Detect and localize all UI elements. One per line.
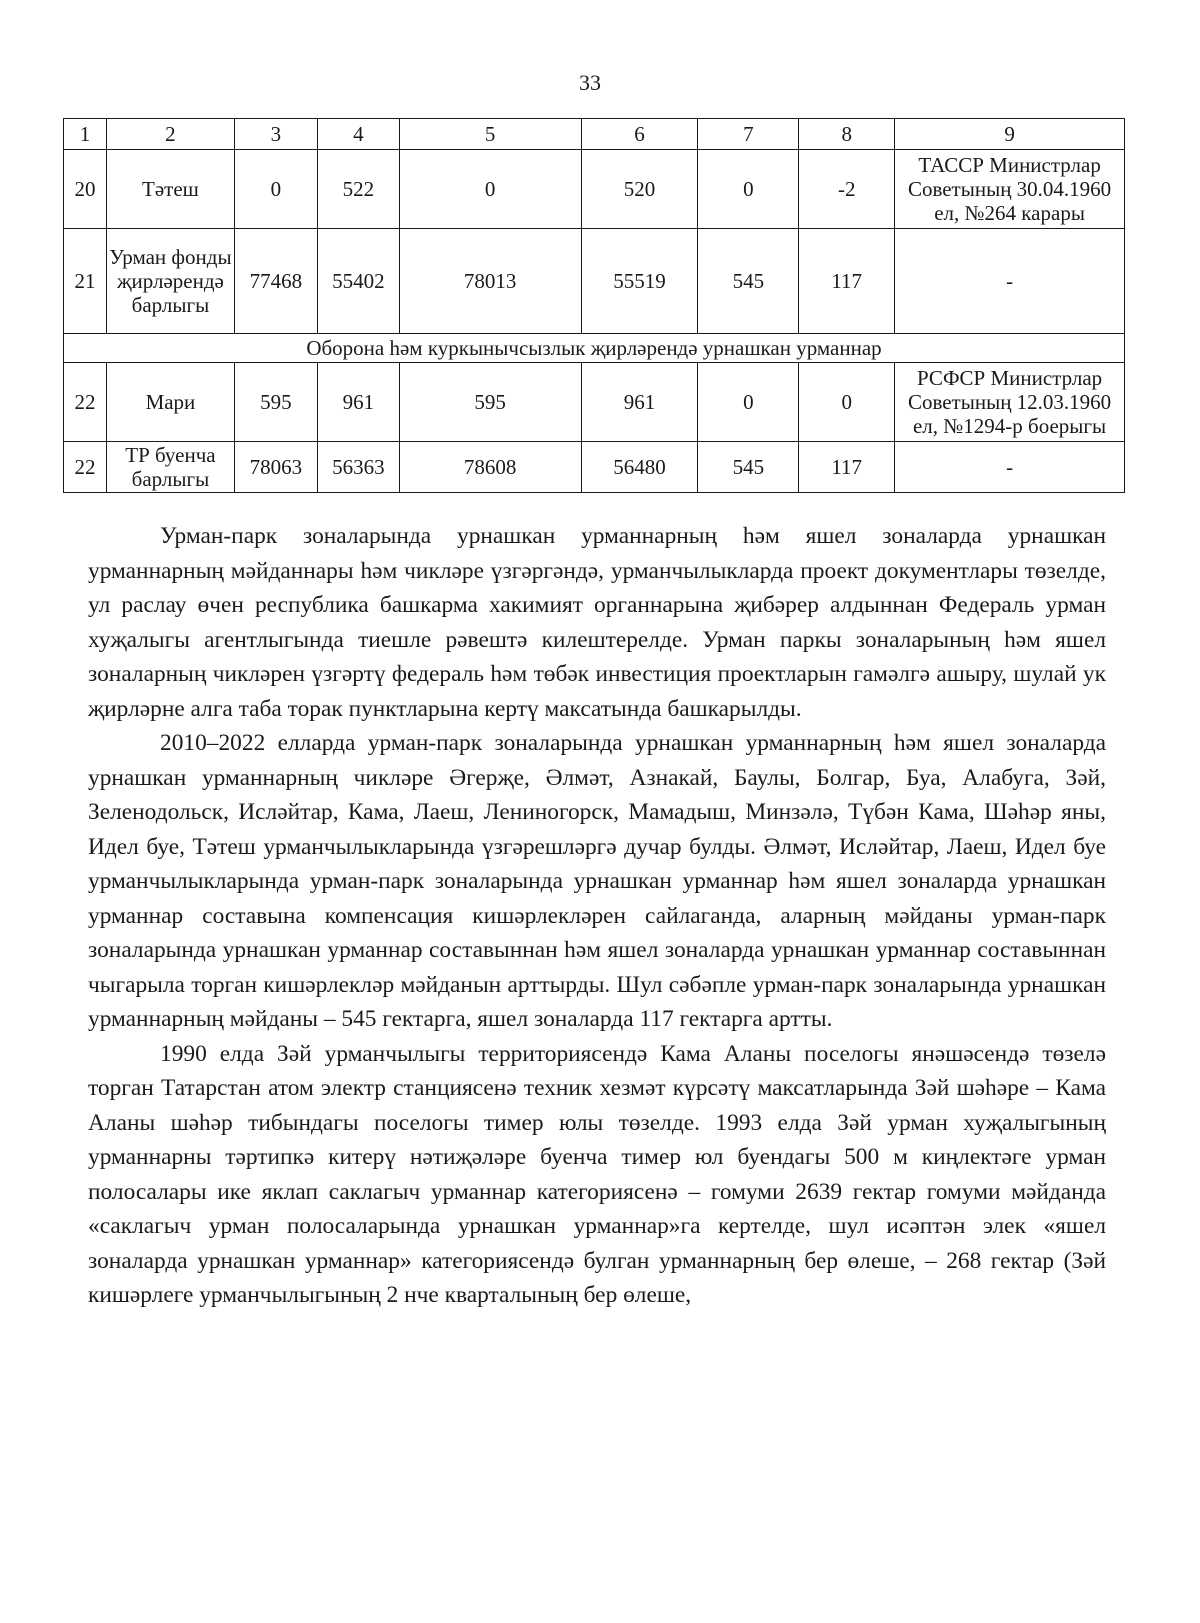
- table-row: [64, 442, 1125, 493]
- table-cell: 0: [698, 363, 799, 442]
- table-cell: 55402: [317, 229, 399, 334]
- legal-basis: РСФСР Министрлар Советының 12.03.1960 ел, №1294-р боерыгы: [895, 363, 1125, 442]
- page-number: 33: [579, 70, 601, 95]
- table-cell: 522: [317, 150, 399, 229]
- header-cell: 6: [581, 119, 698, 150]
- table-cell: 117: [799, 229, 895, 334]
- header-cell: 3: [234, 119, 317, 150]
- header-cell: 1: [64, 119, 107, 150]
- forestry-name: Урман фонды җирләрендә барлыгы: [106, 229, 234, 334]
- table-cell: 56363: [317, 442, 399, 493]
- table-cell: -2: [799, 150, 895, 229]
- table-cell: 961: [581, 363, 698, 442]
- legal-basis: -: [895, 229, 1125, 334]
- table-cell: 0: [799, 363, 895, 442]
- row-number: 20: [64, 150, 107, 229]
- table-cell: 595: [234, 363, 317, 442]
- table-cell: 545: [698, 229, 799, 334]
- paragraph: Урман-парк зоналарында урнашкан урманнарның һәм яшел зоналарда урнашкан урманнарның мәйданнары һәм чикләре үзгәргәндә, урманчылыкларда проект документлары төзелде, ул раслау өчен республика башкарма хакимият органнарына җибәрер алдыннан Федераль урман хуҗалыгы агентлыгында тиешле рәвештә килештерелде. Урман паркы зоналарының һәм яшел зоналарның чикләрен үзгәртү федераль һәм төбәк инвестиция проектларын гамәлгә ашыру, шулай ук җирләрне алга таба торак пунктларына кертү максатында башкарылды.: [88, 523, 1106, 722]
- header-cell: 8: [799, 119, 895, 150]
- legal-basis: ТАССР Министрлар Советының 30.04.1960 ел, №264 карары: [895, 150, 1125, 229]
- table-row: [64, 150, 1125, 229]
- table-cell: 0: [698, 150, 799, 229]
- forestry-name: Тәтеш: [106, 150, 234, 229]
- table-cell: 78063: [234, 442, 317, 493]
- table-cell: 56480: [581, 442, 698, 493]
- table-cell: 0: [234, 150, 317, 229]
- table-header-row: [64, 119, 1125, 150]
- paragraph: 2010–2022 елларда урман-парк зоналарында урнашкан урманнарның һәм яшел зоналарда урнашкан урманнарның чикләре Әгерҗе, Әлмәт, Азнакай, Баулы, Болгар, Буа, Алабуга, Зәй, Зеленодольск, Исләйтар, Кама, Лаеш, Лениногорск, Мамадыш, Минзәлә, Түбән Кама, Шәһәр яны, Идел буе, Тәтеш урманчылыкларында үзгәрешләргә дучар булды. Әлмәт, Исләйтар, Лаеш, Идел буе урманчылыкларында урман-парк зоналарында урнашкан урманнар һәм яшел зоналарда урнашкан урманнар составына компенсация кишәрлекләрен сайлаганда, аларның мәйданы урман-парк зоналарында урнашкан урманнар составыннан һәм яшел зоналарда урнашкан урманнар составыннан чыгарыла торган кишәрлекләр мәйданын арттырды. Шул сәбәпле урман-парк зоналарында урнашкан урманнарның мәйданы – 545 гектарга, яшел зоналарда 117 гектарга артты.: [88, 730, 1106, 1032]
- row-number: 22: [64, 442, 107, 493]
- legal-basis: -: [895, 442, 1125, 493]
- header-cell: 4: [317, 119, 399, 150]
- forestry-name: ТР буенча барлыгы: [106, 442, 234, 493]
- forest-area-table: [63, 118, 1125, 493]
- table-row: [64, 363, 1125, 442]
- paragraph: 1990 елда Зәй урманчылыгы территориясендә Кама Аланы поселогы янәшәсендә төзелә торган Татарстан атом электр станциясенә техник хезмәт күрсәтү максатларында Зәй шәһәре – Кама Аланы шәһәр тибындагы поселогы тимер юлы төзелде. 1993 елда Зәй урман хуҗалыгының урманнарны тәртипкә китерү нәтиҗәләре буенча тимер юл буендагы 500 м киңлектәге урман полосалары ике яклап саклагыч урманнар категориясенә – гомуми 2639 гектар гомуми мәйданда «саклагыч урман полосаларында урнашкан урманнар»га кертелде, шул исәптән элек «яшел зоналарда урнашкан урманнар» категориясендә булган урманнарның бер өлеше, – 268 гектар (Зәй кишәрлеге урманчылыгының 2 нче кварталының бер өлеше,: [88, 1040, 1106, 1308]
- table-cell: 117: [799, 442, 895, 493]
- body-text: [88, 519, 1106, 1313]
- section-title: Оборона һәм куркынычсызлык җирләрендә урнашкан урманнар: [64, 334, 1125, 363]
- table-cell: 520: [581, 150, 698, 229]
- table-cell: 0: [399, 150, 581, 229]
- table-row: [64, 229, 1125, 334]
- row-number: 22: [64, 363, 107, 442]
- table-cell: 545: [698, 442, 799, 493]
- header-cell: 2: [106, 119, 234, 150]
- table-cell: 77468: [234, 229, 317, 334]
- row-number: 21: [64, 229, 107, 334]
- header-cell: 9: [895, 119, 1125, 150]
- forestry-name: Мари: [106, 363, 234, 442]
- header-cell: 7: [698, 119, 799, 150]
- table-cell: 961: [317, 363, 399, 442]
- header-cell: 5: [399, 119, 581, 150]
- table-cell: 55519: [581, 229, 698, 334]
- table-cell: 595: [399, 363, 581, 442]
- table-cell: 78013: [399, 229, 581, 334]
- table-section-row: [64, 334, 1125, 363]
- table-cell: 78608: [399, 442, 581, 493]
